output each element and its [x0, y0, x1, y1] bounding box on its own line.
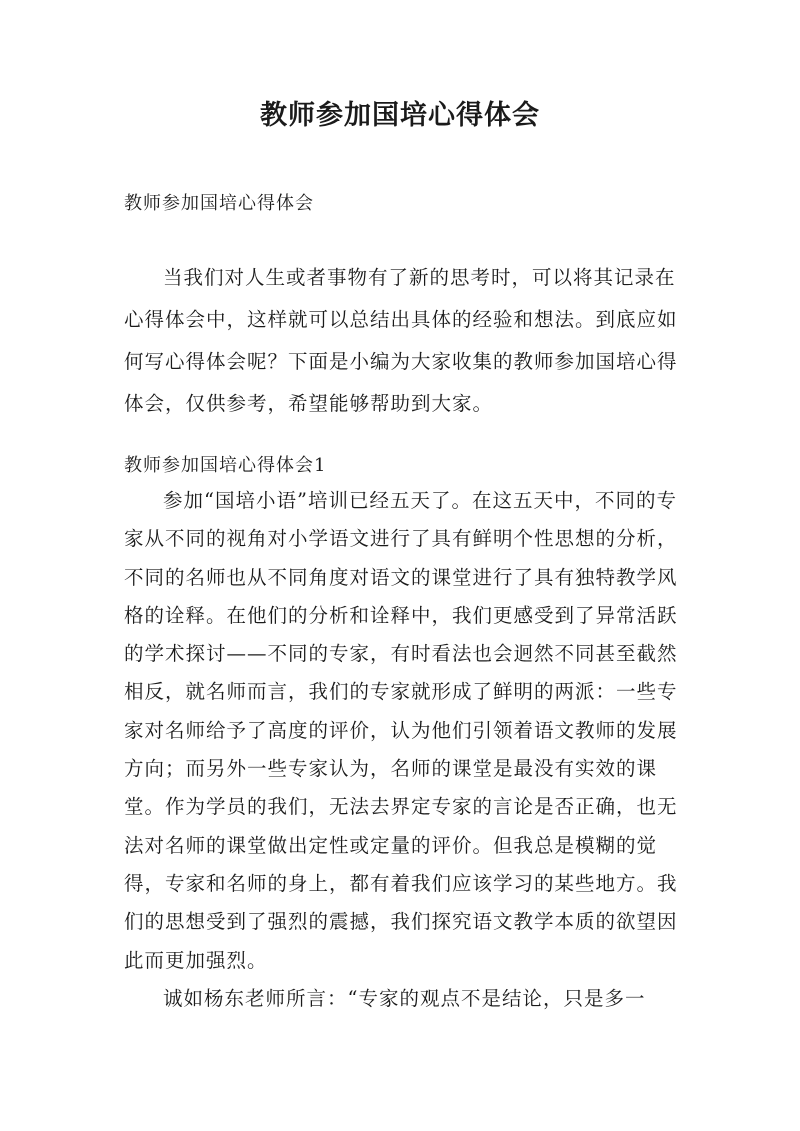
body-paragraph: 参加“国培小语”培训已经五天了。在这五天中，不同的专家从不同的视角对小学语文进行了具有鲜明个性思想的分析，不同的名师也从不同角度对语文的课堂进行了具有独特教学风格的诠释。在他们的分析和诠释中，我们更感受到了异常活跃的学术探讨——不同的专家，有时看法也会迥然不同甚至截然相反，就名师而言，我们的专家就形成了鲜明的两派：一些专家对名师给予了高度的评价，认为他们引领着语文教师的发展方向；而另外一些专家认为，名师的课堂是最没有实效的课堂。作为学员的我们，无法去界定专家的言论是否正确，也无法对名师的课堂做出定性或定量的评价。但我总是模糊的觉得，专家和名师的身上，都有着我们应该学习的某些地方。我们的思想受到了强烈的震撼，我们探究语文教学本质的欲望因此而更加强烈。	[124, 489, 678, 972]
document-subtitle: 教师参加国培心得体会	[124, 193, 314, 214]
body-text	[124, 482, 680, 1018]
section-heading: 教师参加国培心得体会1	[124, 455, 327, 476]
intro-paragraph: 当我们对人生或者事物有了新的思考时，可以将其记录在心得体会中，这样就可以总结出具体的经验和想法。到底应如何写心得体会呢？下面是小编为大家收集的教师参加国培心得体会，仅供参考，希望能够帮助到大家。	[124, 266, 678, 415]
body-paragraph: 诚如杨东老师所言：“专家的观点不是结论，只是多一	[163, 986, 646, 1010]
document-title: 教师参加国培心得体会	[260, 100, 540, 131]
